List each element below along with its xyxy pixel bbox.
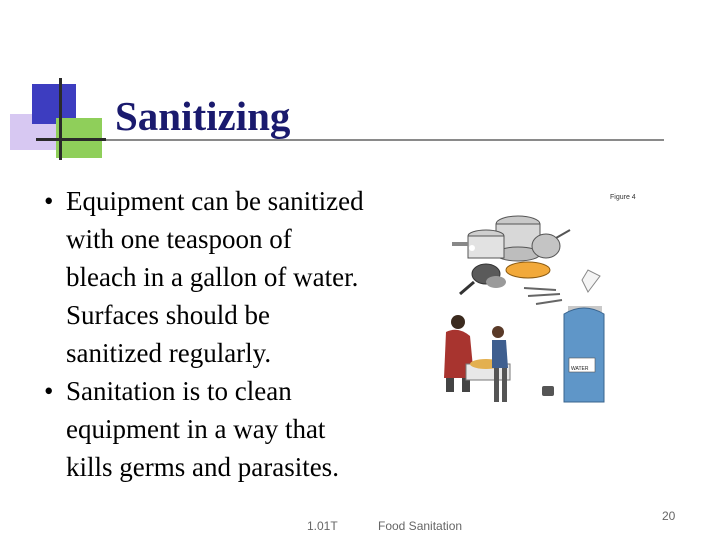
jug-label: WATER bbox=[571, 366, 589, 372]
sanitizing-illustration bbox=[436, 186, 646, 406]
footer-code: 1.01T bbox=[307, 519, 338, 533]
bullet-line: with one teaspoon of bbox=[66, 224, 292, 254]
title-underline-accent bbox=[36, 138, 106, 141]
decor-vertical-line bbox=[59, 78, 62, 160]
slide-title: Sanitizing bbox=[115, 93, 291, 139]
bullet-line: sanitized regularly. bbox=[66, 338, 272, 368]
bullet-item bbox=[44, 372, 444, 486]
title-underline bbox=[36, 139, 664, 141]
figure-label: Figure 4 bbox=[610, 194, 636, 201]
footer-course-title: Food Sanitation bbox=[378, 519, 463, 533]
people-at-sink bbox=[444, 315, 510, 402]
bullet-item bbox=[44, 182, 444, 372]
bullet-line: Surfaces should be bbox=[66, 300, 270, 330]
bullet-list bbox=[44, 182, 444, 486]
bullet-line: equipment in a way that bbox=[66, 414, 326, 444]
bullet-line: kills germs and parasites. bbox=[66, 452, 339, 482]
bullet-text bbox=[66, 182, 444, 372]
bullet-text bbox=[66, 372, 444, 486]
bullet-line: Equipment can be sanitized bbox=[66, 186, 364, 216]
bullet-glyph: • bbox=[44, 186, 54, 216]
cookware-cluster bbox=[452, 216, 570, 304]
slide-number: 20 bbox=[662, 509, 676, 523]
bullet-glyph: • bbox=[44, 376, 54, 406]
bullet-line: Sanitation is to clean bbox=[66, 376, 292, 406]
bullet-line: bleach in a gallon of water. bbox=[66, 262, 359, 292]
